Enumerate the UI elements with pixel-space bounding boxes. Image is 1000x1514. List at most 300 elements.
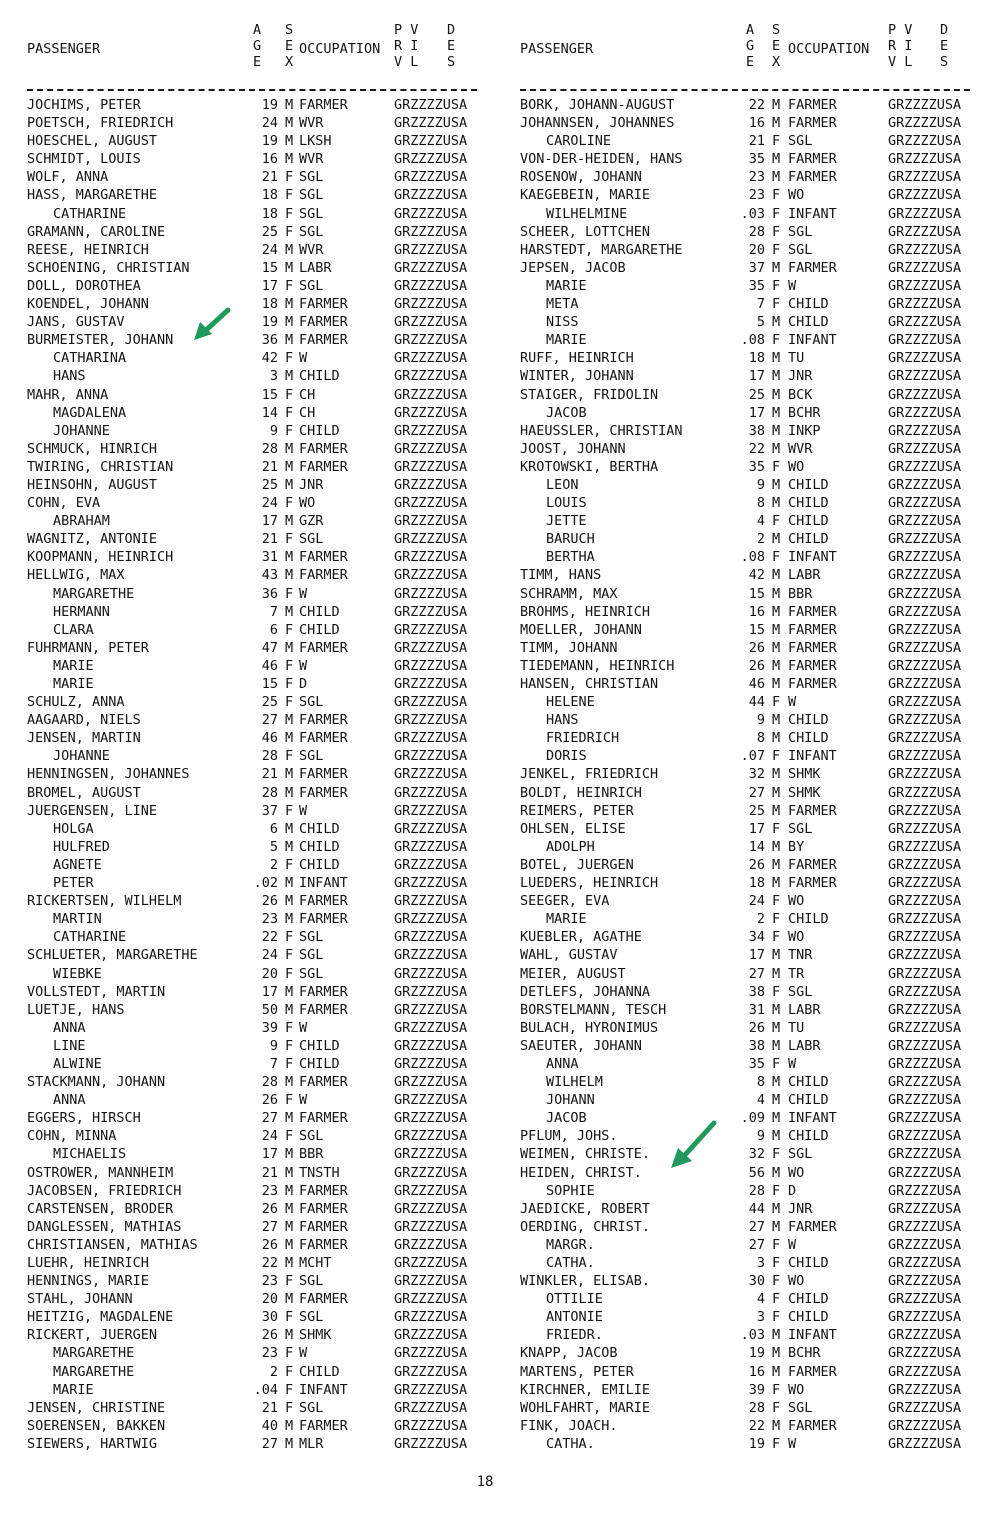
passenger-name: CLARA [53,621,94,638]
passenger-name: HENNINGSEN, JOHANNES [27,766,190,783]
header-des: D E S [940,22,949,70]
sex-cell: F [285,386,294,403]
sex-cell: M [285,440,294,457]
occupation-cell: W [788,277,797,294]
sex-cell: F [285,1273,294,1290]
route-code-cell: GRZZZZUSA [888,965,962,982]
route-code-cell: GRZZZZUSA [394,838,468,855]
route-code-cell: GRZZZZUSA [394,1381,468,1398]
occupation-cell: SGL [788,133,813,150]
table-row [27,1254,487,1272]
occupation-cell: INFANT [299,875,348,892]
sex-cell: M [285,1435,294,1452]
table-row [27,1435,487,1453]
sex-cell: F [285,495,294,512]
table-row [27,983,487,1001]
sex-cell: F [285,1309,294,1326]
table-row [27,1417,487,1435]
route-code-cell: GRZZZZUSA [888,259,962,276]
age-cell: 46 [261,730,278,747]
table-row [520,1127,980,1145]
route-code-cell: GRZZZZUSA [888,440,962,457]
route-code-cell: GRZZZZUSA [888,1309,962,1326]
table-row [520,512,980,530]
sex-cell: F [285,856,294,873]
table-row [27,657,487,675]
table-row [520,729,980,747]
age-cell: 9 [269,1037,278,1054]
sex-cell: M [285,567,294,584]
age-cell: 35 [748,277,765,294]
route-code-cell: GRZZZZUSA [394,694,468,711]
age-cell: 23 [748,169,765,186]
table-row [520,422,980,440]
age-cell: 9 [756,1128,765,1145]
table-row [27,150,487,168]
age-cell: 22 [748,1417,765,1434]
table-row [520,1399,980,1417]
occupation-cell: W [788,694,797,711]
occupation-cell: TNSTH [299,1164,340,1181]
route-code-cell: GRZZZZUSA [888,694,962,711]
occupation-cell: FARMER [299,1110,348,1127]
table-row [520,223,980,241]
occupation-cell: FARMER [299,314,348,331]
age-cell: 32 [748,1146,765,1163]
route-code-cell: GRZZZZUSA [888,458,962,475]
occupation-cell: LABR [299,259,332,276]
occupation-cell: W [788,1435,797,1452]
table-row [27,1399,487,1417]
table-row [27,386,487,404]
table-row [520,910,980,928]
occupation-cell: CHILD [299,621,340,638]
age-cell: 39 [261,1019,278,1036]
age-cell: 31 [261,549,278,566]
sex-cell: M [772,621,781,638]
passenger-name: KNAPP, JACOB [520,1345,618,1362]
table-row [27,458,487,476]
table-row [520,1001,980,1019]
occupation-cell: CHILD [299,1037,340,1054]
age-cell: 27 [748,1218,765,1235]
route-code-cell: GRZZZZUSA [394,1218,468,1235]
occupation-cell: INFANT [788,748,837,765]
table-row [27,1164,487,1182]
table-row [27,1363,487,1381]
route-code-cell: GRZZZZUSA [888,856,962,873]
age-cell: 23 [748,187,765,204]
table-row [27,331,487,349]
occupation-cell: CHILD [788,314,829,331]
occupation-cell: SGL [299,748,324,765]
age-cell: 38 [748,1037,765,1054]
occupation-cell: FARMER [299,730,348,747]
sex-cell: M [285,476,294,493]
table-row [520,205,980,223]
route-code-cell: GRZZZZUSA [394,350,468,367]
route-code-cell: GRZZZZUSA [394,766,468,783]
route-code-cell: GRZZZZUSA [888,386,962,403]
occupation-cell: FARMER [788,621,837,638]
sex-cell: F [772,277,781,294]
occupation-cell: SGL [299,187,324,204]
age-cell: 5 [269,838,278,855]
sex-cell: M [772,531,781,548]
sex-cell: M [285,784,294,801]
route-code-cell: GRZZZZUSA [888,277,962,294]
occupation-cell: FARMER [788,676,837,692]
age-cell: 23 [261,1345,278,1362]
passenger-name: JAEDICKE, ROBERT [520,1200,651,1217]
sex-cell: F [285,404,294,421]
table-row [27,693,487,711]
route-code-cell: GRZZZZUSA [394,947,468,964]
passenger-name: LUETJE, HANS [27,1001,125,1018]
passenger-name: FRIEDR. [546,1327,603,1344]
route-code-cell: GRZZZZUSA [394,856,468,873]
route-code-cell: GRZZZZUSA [394,820,468,837]
occupation-cell: SHMK [788,766,821,783]
table-row [27,1326,487,1344]
occupation-cell: WO [788,1273,805,1290]
passenger-name: ANNA [546,1055,579,1072]
occupation-cell: CHILD [299,368,340,385]
sex-cell: M [772,259,781,276]
sex-cell: M [285,911,294,928]
age-cell: 17 [261,983,278,1000]
sex-cell: F [285,802,294,819]
route-code-cell: GRZZZZUSA [888,1273,962,1290]
sex-cell: F [285,169,294,186]
table-row [27,965,487,983]
passenger-name: SOERENSEN, BAKKEN [27,1417,166,1434]
occupation-cell: CHILD [299,856,340,873]
age-cell: 20 [748,241,765,258]
sex-cell: M [285,1146,294,1163]
table-row [27,856,487,874]
passenger-name: JENSEN, MARTIN [27,730,141,747]
passenger-name: OERDING, CHRIST. [520,1218,651,1235]
age-cell: 15 [748,621,765,638]
route-code-cell: GRZZZZUSA [394,1345,468,1362]
sex-cell: M [772,1037,781,1054]
passenger-name: WEIMEN, CHRISTE. [520,1146,651,1163]
sex-cell: M [285,332,294,349]
passenger-name: ADOLPH [546,838,595,855]
route-code-cell: GRZZZZUSA [394,965,468,982]
passenger-name: BURMEISTER, JOHANN [27,332,174,349]
age-cell: 26 [261,1327,278,1344]
occupation-cell: SGL [299,1399,324,1416]
passenger-name: COHN, EVA [27,495,101,512]
table-row [520,1218,980,1236]
sex-cell: M [285,1164,294,1181]
route-code-cell: GRZZZZUSA [888,1110,962,1127]
age-cell: 42 [748,567,765,584]
route-code-cell: GRZZZZUSA [888,97,962,113]
passenger-name: MARIE [546,332,587,349]
occupation-cell: WO [788,1381,805,1398]
table-row [27,928,487,946]
age-cell: 3 [756,1255,765,1271]
header-des: D E S [447,22,456,70]
occupation-cell: SGL [299,694,324,711]
sex-cell: M [772,1128,781,1145]
passenger-name: BROMEL, AUGUST [27,784,141,801]
passenger-name: VOLLSTEDT, MARTIN [27,983,166,1000]
header-pvl: P V R I V L [888,22,913,70]
occupation-cell: FARMER [299,1417,348,1434]
sex-cell: F [772,983,781,1000]
passenger-name: LINE [53,1037,86,1054]
sex-cell: F [772,223,781,240]
route-code-cell: GRZZZZUSA [394,314,468,331]
sex-cell: M [285,1182,294,1199]
occupation-cell: SHMK [788,784,821,801]
sex-cell: F [285,1037,294,1054]
age-cell: .02 [253,875,278,892]
passenger-name: BERTHA [546,549,595,566]
sex-cell: M [772,947,781,964]
sex-cell: F [285,621,294,638]
sex-cell: M [772,1218,781,1235]
route-code-cell: GRZZZZUSA [394,639,468,656]
age-cell: 18 [261,187,278,204]
passenger-name: ANNA [53,1019,86,1036]
age-cell: 3 [756,1309,765,1326]
page-number: 18 [476,1474,494,1490]
age-cell: 4 [756,513,765,530]
header-sex: S E X [285,22,294,70]
table-row [520,1200,980,1218]
occupation-cell: BCHR [788,1345,821,1362]
sex-cell: F [285,531,294,548]
occupation-cell: WO [788,187,805,204]
sex-cell: F [772,1146,781,1163]
age-cell: 27 [748,784,765,801]
route-code-cell: GRZZZZUSA [394,1182,468,1199]
passenger-name: WOHLFAHRT, MARIE [520,1399,651,1416]
age-cell: 24 [261,241,278,258]
table-row [27,675,487,693]
passenger-name: CHRISTIANSEN, MATHIAS [27,1236,198,1253]
occupation-cell: CHILD [299,1055,340,1072]
passenger-name: MARIE [53,1381,94,1398]
table-row [27,603,487,621]
table-row [520,603,980,621]
table-row [520,1073,980,1091]
table-row [520,241,980,259]
passenger-name: MOELLER, JOHANN [520,621,642,638]
route-code-cell: GRZZZZUSA [888,929,962,946]
table-row [27,1200,487,1218]
header-passenger: PASSENGER [520,41,594,57]
occupation-cell: CHILD [788,513,829,530]
passenger-name: FRIEDRICH [546,730,620,747]
age-cell: 5 [756,314,765,331]
passenger-name: ANNA [53,1092,86,1109]
sex-cell: M [772,802,781,819]
age-cell: 17 [261,1146,278,1163]
route-code-cell: GRZZZZUSA [888,549,962,566]
passenger-name: ROSENOW, JOHANN [520,169,642,186]
route-code-cell: GRZZZZUSA [394,513,468,530]
passenger-name: PFLUM, JOHS. [520,1128,618,1145]
age-cell: 16 [748,115,765,132]
occupation-cell: FARMER [299,567,348,584]
age-cell: 6 [269,621,278,638]
age-cell: 30 [748,1273,765,1290]
sex-cell: F [772,549,781,566]
table-row [520,983,980,1001]
table-row [27,585,487,603]
route-code-cell: GRZZZZUSA [394,187,468,204]
sex-cell: F [772,1273,781,1290]
age-cell: 7 [269,1055,278,1072]
table-row [27,494,487,512]
sex-cell: M [285,133,294,150]
age-cell: 24 [261,495,278,512]
table-row [27,621,487,639]
occupation-cell: W [299,657,308,674]
route-code-cell: GRZZZZUSA [888,1182,962,1199]
passenger-name: MAGDALENA [53,404,127,421]
passenger-name: STAIGER, FRIDOLIN [520,386,659,403]
route-code-cell: GRZZZZUSA [888,820,962,837]
table-row [27,1236,487,1254]
passenger-name: LUEHR, HEINRICH [27,1255,149,1271]
table-row [520,639,980,657]
sex-cell: M [285,838,294,855]
age-cell: 28 [261,440,278,457]
sex-cell: F [772,513,781,530]
age-cell: .03 [740,1327,765,1344]
passenger-name: BARUCH [546,531,595,548]
age-cell: 8 [756,1074,765,1091]
passenger-name: OTTILIE [546,1291,603,1308]
sex-cell: M [772,1327,781,1344]
age-cell: 21 [261,1399,278,1416]
route-code-cell: GRZZZZUSA [394,893,468,910]
passenger-name: HARSTEDT, MARGARETHE [520,241,683,258]
age-cell: 44 [748,1200,765,1217]
route-code-cell: GRZZZZUSA [394,458,468,475]
occupation-cell: SGL [299,1128,324,1145]
table-row [520,1055,980,1073]
occupation-cell: FARMER [788,603,837,620]
age-cell: 2 [269,1363,278,1380]
occupation-cell: W [299,1019,308,1036]
sex-cell: F [285,1092,294,1109]
occupation-cell: SGL [788,1399,813,1416]
left-column [27,22,487,1453]
sex-cell: M [285,259,294,276]
sex-cell: M [772,476,781,493]
sex-cell: F [772,241,781,258]
occupation-cell: FARMER [299,1291,348,1308]
passenger-name: BULACH, HYRONIMUS [520,1019,659,1036]
passenger-name: CATHARINE [53,929,127,946]
passenger-name: JOHANNSEN, JOHANNES [520,115,675,132]
arrow-icon [668,1118,720,1170]
table-row [27,1290,487,1308]
table-row [27,223,487,241]
table-row [520,765,980,783]
age-cell: 40 [261,1417,278,1434]
sex-cell: M [772,1110,781,1127]
sex-cell: M [285,513,294,530]
occupation-cell: FARMER [299,1200,348,1217]
sex-cell: M [772,585,781,602]
age-cell: 15 [748,585,765,602]
passenger-name: SCHULZ, ANNA [27,694,125,711]
sex-cell: M [772,422,781,439]
table-row [520,313,980,331]
sex-cell: F [772,133,781,150]
sex-cell: M [285,1218,294,1235]
occupation-cell: CHILD [788,1128,829,1145]
sex-cell: M [285,893,294,910]
age-cell: 16 [261,151,278,168]
passenger-name: WINKLER, ELISAB. [520,1273,651,1290]
age-cell: 9 [756,476,765,493]
occupation-cell: SGL [788,820,813,837]
occupation-cell: FARMER [788,856,837,873]
route-code-cell: GRZZZZUSA [394,115,468,132]
table-row [520,693,980,711]
sex-cell: F [285,929,294,946]
age-cell: 22 [748,97,765,113]
passenger-name: SCHRAMM, MAX [520,585,618,602]
table-row [520,1236,980,1254]
passenger-name: JANS, GUSTAV [27,314,125,331]
passenger-name: LUEDERS, HEINRICH [520,875,659,892]
passenger-name: MARTIN [53,911,102,928]
table-row [27,1218,487,1236]
route-code-cell: GRZZZZUSA [394,1363,468,1380]
passenger-name: FINK, JOACH. [520,1417,618,1434]
table-row [520,1363,980,1381]
age-cell: 8 [756,730,765,747]
route-code-cell: GRZZZZUSA [888,712,962,729]
route-code-cell: GRZZZZUSA [394,1291,468,1308]
passenger-name: DANGLESSEN, MATHIAS [27,1218,182,1235]
passenger-name: JOOST, JOHANN [520,440,626,457]
age-cell: 37 [261,802,278,819]
sex-cell: M [772,169,781,186]
sex-cell: M [772,386,781,403]
age-cell: 15 [261,676,278,692]
sex-cell: M [285,115,294,132]
route-code-cell: GRZZZZUSA [888,657,962,674]
passenger-name: TIMM, JOHANN [520,639,618,656]
route-code-cell: GRZZZZUSA [888,422,962,439]
occupation-cell: JNR [788,368,813,385]
passenger-name: DETLEFS, JOHANNA [520,983,651,1000]
age-cell: 28 [748,1399,765,1416]
age-cell: 7 [269,603,278,620]
table-row [27,784,487,802]
passenger-name: REESE, HEINRICH [27,241,149,258]
age-cell: 39 [748,1381,765,1398]
occupation-cell: FARMER [299,784,348,801]
age-cell: .08 [740,332,765,349]
table-row [520,386,980,404]
occupation-cell: FARMER [299,549,348,566]
age-cell: 24 [261,115,278,132]
table-row [27,1109,487,1127]
